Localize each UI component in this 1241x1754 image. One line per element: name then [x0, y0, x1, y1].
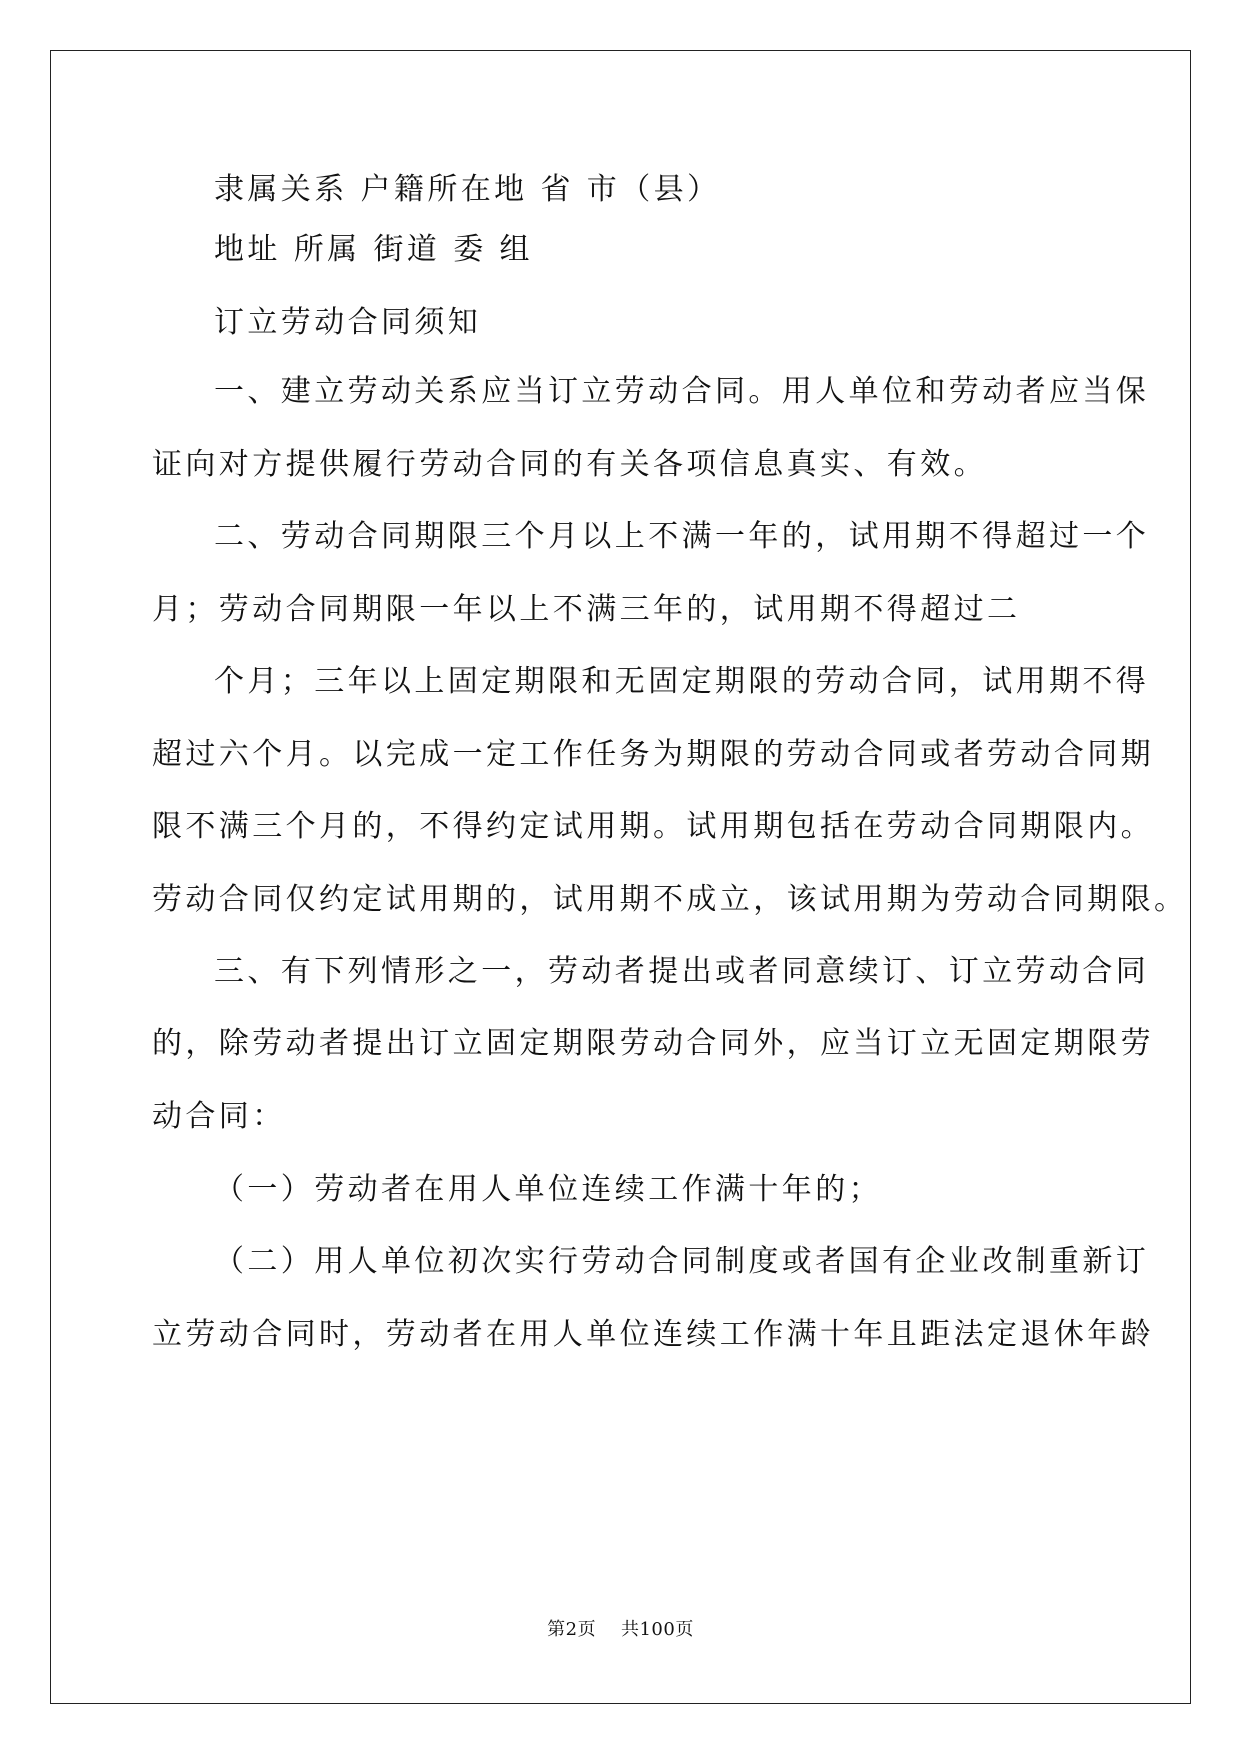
section-heading: 订立劳动合同须知 — [214, 305, 482, 340]
text-line-affiliation: 隶属关系 户籍所在地 省 市（县） — [214, 172, 721, 207]
paragraph-3-line-1: 个月；三年以上固定期限和无固定期限的劳动合同，试用期不得 — [214, 664, 1150, 699]
total-pages: 共100页 — [620, 1619, 694, 1640]
paragraph-4-line-2: 的，除劳动者提出订立固定期限劳动合同外，应当订立无固定期限劳 — [152, 1026, 1154, 1061]
page-footer — [0, 1618, 1241, 1642]
paragraph-3-line-3: 限不满三个月的，不得约定试用期。试用期包括在劳动合同期限内。 — [152, 809, 1154, 844]
list-item-2-line-2: 立劳动合同时，劳动者在用人单位连续工作满十年且距法定退休年龄 — [152, 1317, 1154, 1352]
paragraph-4-line-3: 动合同： — [152, 1099, 286, 1134]
page-border — [50, 50, 1191, 1704]
list-item-1: （一）劳动者在用人单位连续工作满十年的； — [214, 1172, 882, 1207]
paragraph-4-line-1: 三、有下列情形之一，劳动者提出或者同意续订、订立劳动合同 — [214, 954, 1150, 989]
paragraph-1-line-2: 证向对方提供履行劳动合同的有关各项信息真实、有效。 — [152, 447, 987, 482]
paragraph-2-line-2: 月；劳动合同期限一年以上不满三年的，试用期不得超过二 — [152, 592, 1021, 627]
paragraph-2-line-1: 二、劳动合同期限三个月以上不满一年的，试用期不得超过一个 — [214, 519, 1150, 554]
text-line-address: 地址 所属 街道 委 组 — [214, 232, 533, 267]
paragraph-1-line-1: 一、建立劳动关系应当订立劳动合同。用人单位和劳动者应当保 — [214, 374, 1150, 409]
paragraph-3-line-4: 劳动合同仅约定试用期的，试用期不成立，该试用期为劳动合同期限。 — [152, 882, 1188, 917]
paragraph-3-line-2: 超过六个月。以完成一定工作任务为期限的劳动合同或者劳动合同期 — [152, 737, 1154, 772]
list-item-2-line-1: （二）用人单位初次实行劳动合同制度或者国有企业改制重新订 — [214, 1244, 1150, 1279]
page-number: 第2页 — [547, 1619, 597, 1640]
